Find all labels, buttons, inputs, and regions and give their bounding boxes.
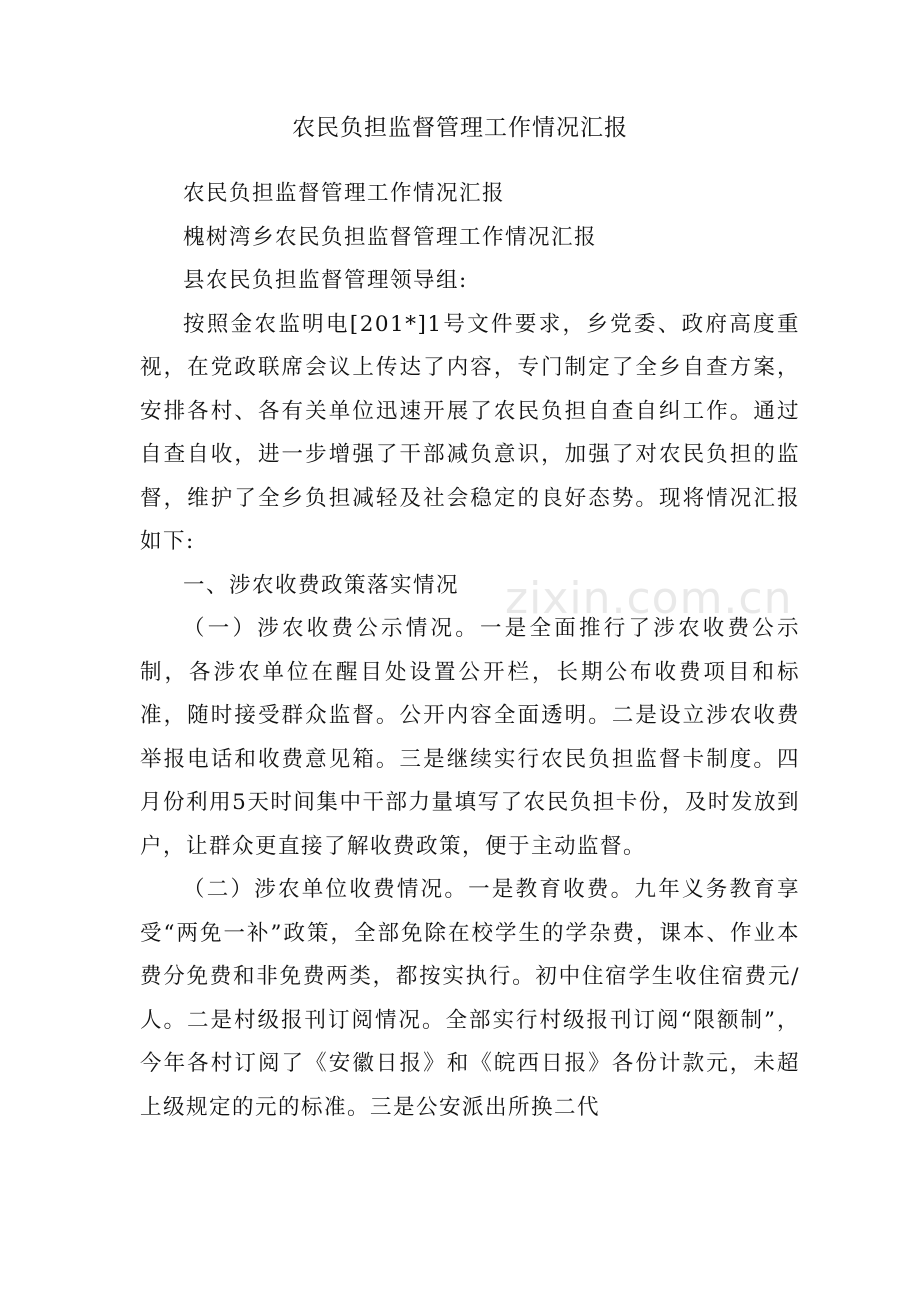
- paragraph-subtitle: 农民负担监督管理工作情况汇报: [183, 181, 506, 206]
- watermark-logo: zixin.com.cn: [505, 573, 793, 624]
- paragraph-report-heading: 槐树湾乡农民负担监督管理工作情况汇报: [183, 224, 598, 250]
- document-body: [140, 172, 800, 1129]
- paragraph-fee-publicity: （一）涉农收费公示情况。一是全面推行了涉农收费公示制，各涉农单位在醒目处设置公开栏，长期公布收费项目和标准，随时接受群众监督。公开内容全面透明。二是设立涉农收费举报电话和收费意见箱。三是继续实行农民负担监督卡制度。四月份利用5天时间集中干部力量填写了农民负担卡份，及时发放到户，让群众更直接了解收费政策，便于主动监督。: [140, 616, 800, 859]
- paragraph-salutation: 县农民负担监督管理领导组:: [183, 268, 468, 293]
- paragraph-section-heading: 一、涉农收费政策落实情况: [183, 572, 460, 598]
- paragraph-unit-fees: （二）涉农单位收费情况。一是教育收费。九年义务教育享受“两免一补”政策，全部免除在校学生的学杂费，课本、作业本费分免费和非免费两类，都按实执行。初中住宿学生收住宿费元/人。二是村级报刊订阅情况。全部实行村级报刊订阅“限额制”，今年各村订阅了《安徽日报》和《皖西日报》各份计款元，未超上级规定的元的标准。三是公安派出所换二代: [140, 877, 800, 1120]
- paragraph-intro: 按照金农监明电[201*]1号文件要求，乡党委、政府高度重视，在党政联席会议上传达了内容，专门制定了全乡自查方案，安排各村、各有关单位迅速开展了农民负担自查自纠工作。通过自查自收，进一步增强了干部减负意识，加强了对农民负担的监督，维护了全乡负担减轻及社会稳定的良好态势。现将情况汇报如下:: [140, 311, 800, 554]
- document-title: 农民负担监督管理工作情况汇报: [292, 115, 628, 141]
